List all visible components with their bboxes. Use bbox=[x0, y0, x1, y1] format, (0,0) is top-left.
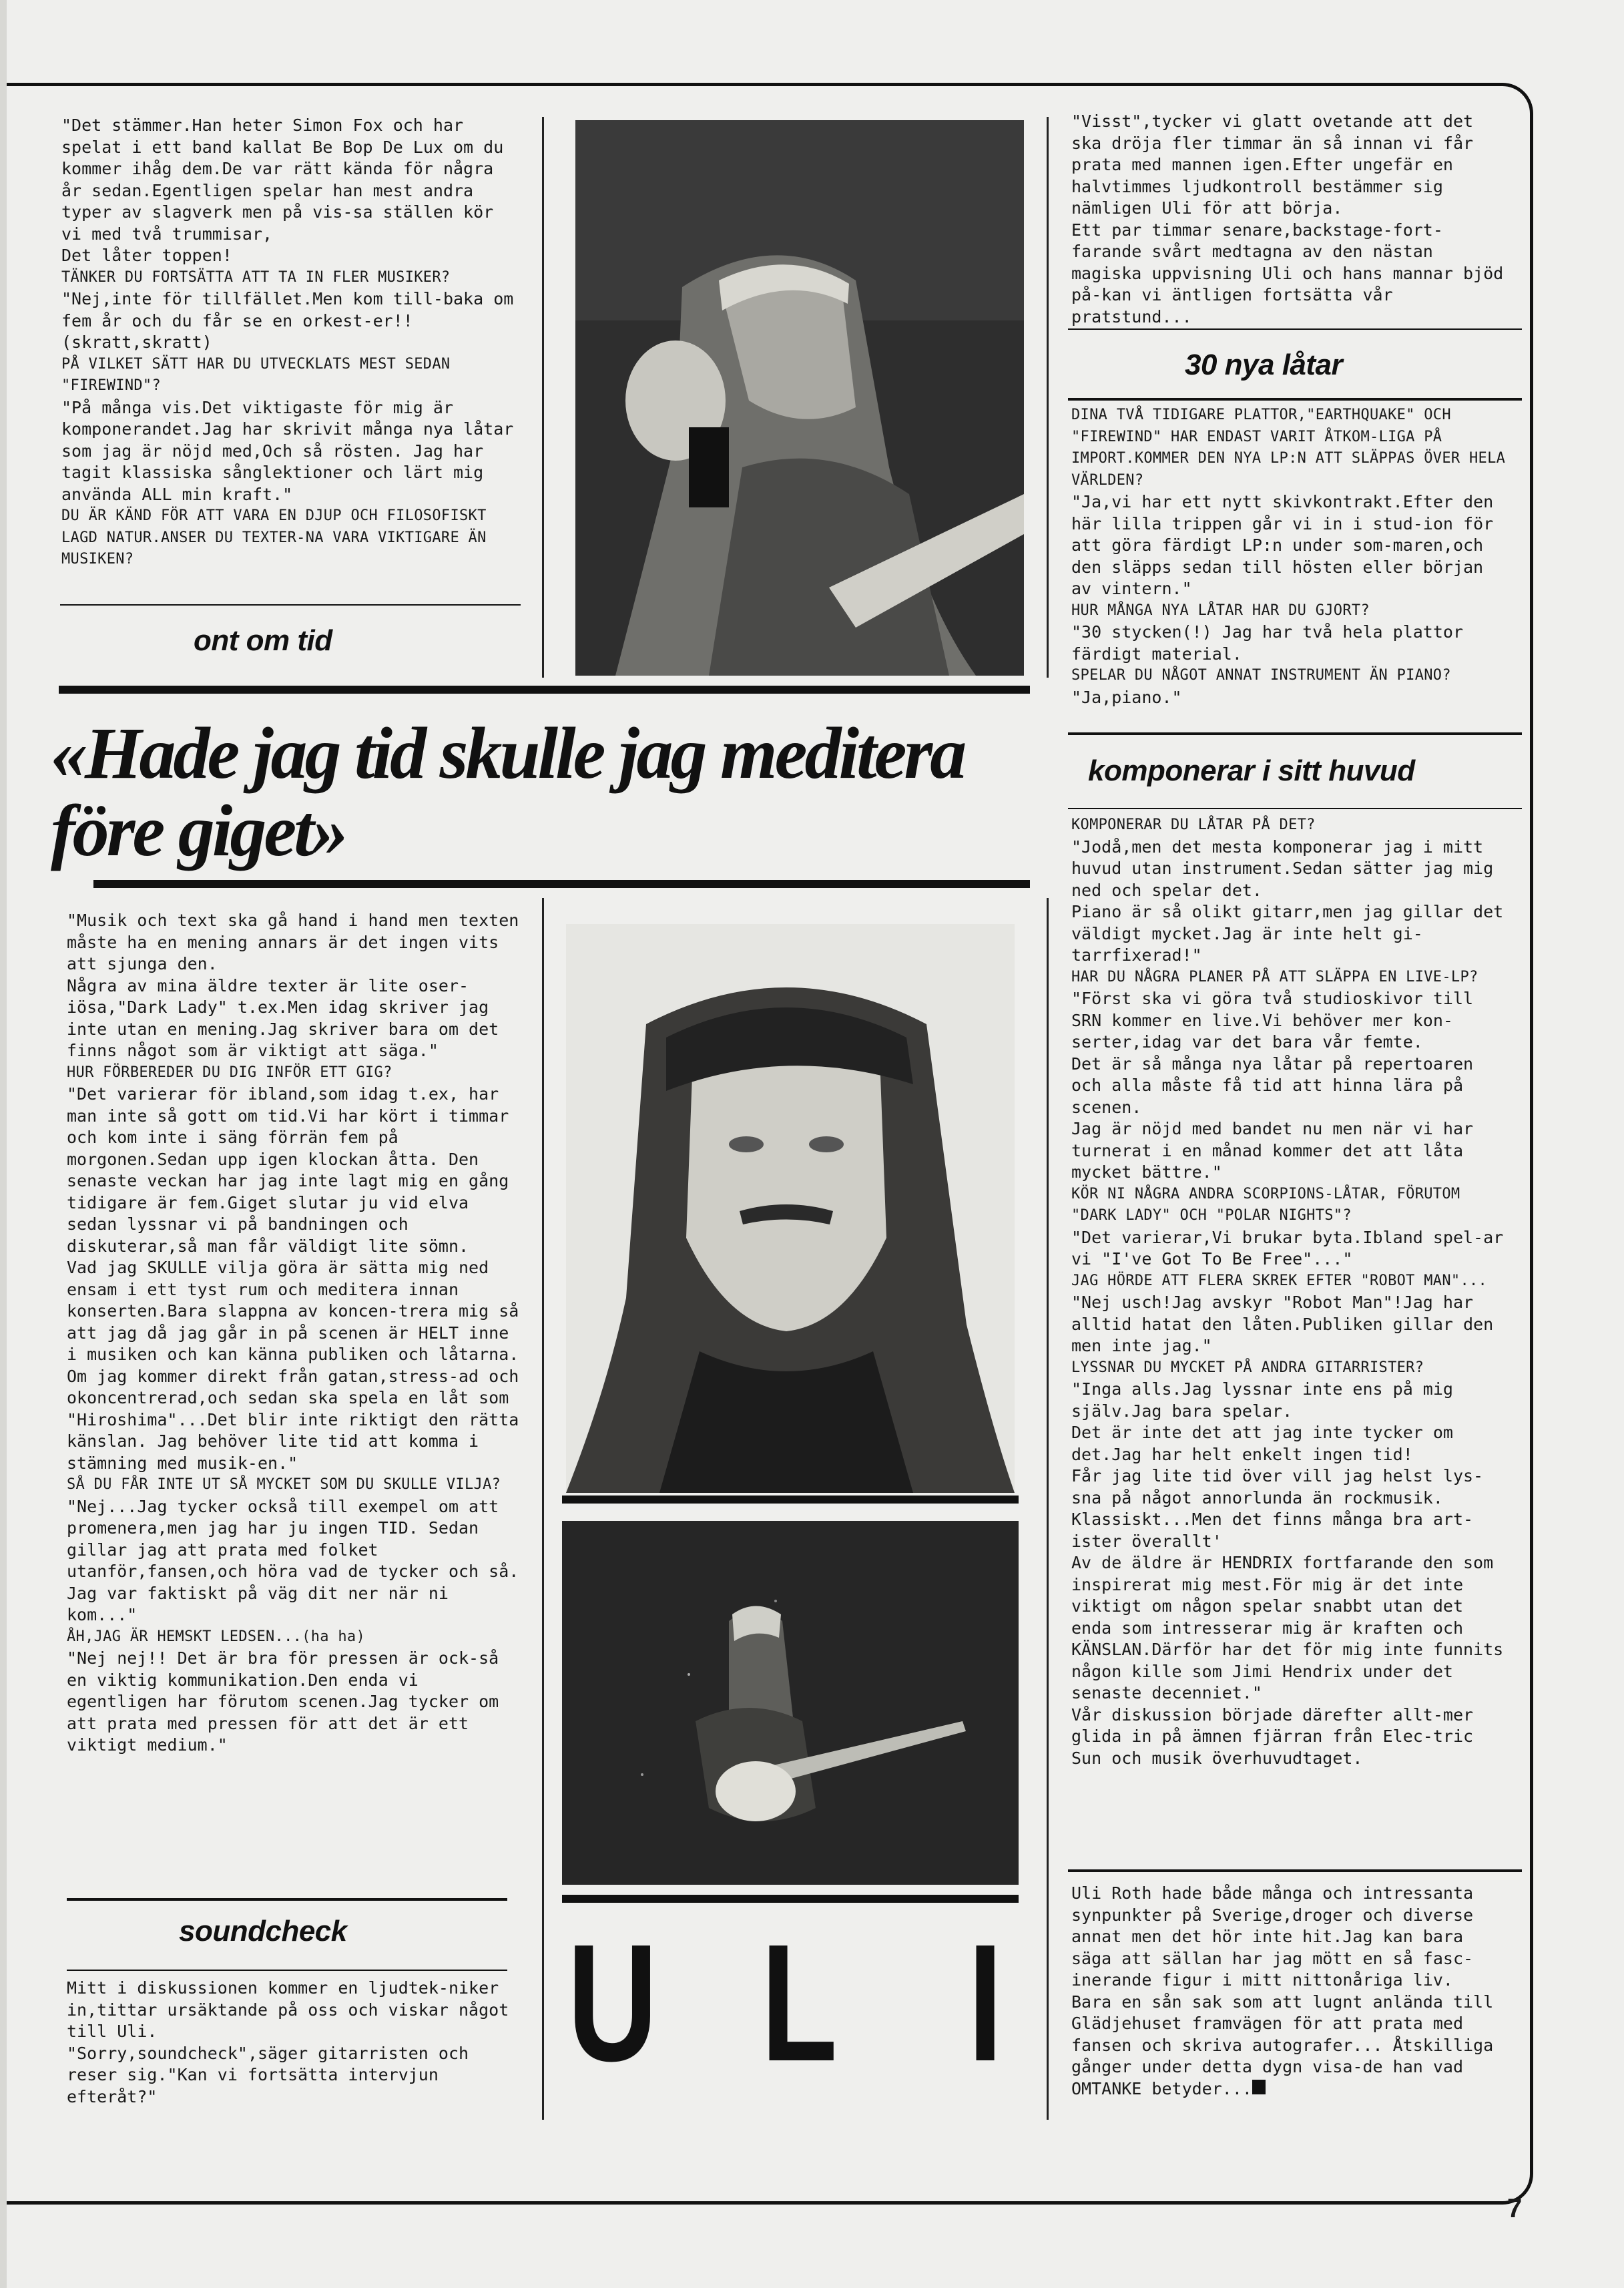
body-paragraph: "Det varierar,Vi brukar byta.Ibland spel-ar vi "I've Got To Be Free"..." bbox=[1071, 1227, 1514, 1269]
name-letter-l: L bbox=[761, 1909, 838, 2096]
uli-rule bbox=[562, 1895, 1019, 1903]
page-spine bbox=[0, 0, 7, 2288]
body-paragraph: Det är inte det att jag inte tycker om det.Jag har helt enkelt ingen tid! bbox=[1071, 1423, 1464, 1464]
interview-question: DINA TVÅ TIDIGARE PLATTOR,"EARTHQUAKE" OCH "FIREWIND" HAR ENDAST VARIT ÅTKOM-LIGA PÅ IMPORT.KOMMER DEN NYA LP:N ATT SLÄPPAS ÖVER HELA VÄRLDEN? bbox=[1071, 407, 1515, 489]
rule-col3-top bbox=[1068, 328, 1522, 330]
subhead-30-nya-latar: 30 nya låtar bbox=[1185, 349, 1343, 381]
body-paragraph: "Nej...Jag tycker också till exempel om att promenera,men jag har ju ingen TID. Sedan gillar jag att prata med folket utanför,fansen,och höra vad de tycker och så. bbox=[67, 1496, 519, 1581]
subhead-komponerar: komponerar i sitt huvud bbox=[1088, 754, 1415, 787]
body-paragraph: "Sorry,soundcheck",säger gitarristen och reser sig."Kan vi fortsätta intervjun efteråt?" bbox=[67, 2043, 479, 2106]
interview-question: DU ÄR KÄND FÖR ATT VARA EN DJUP OCH FILOSOFISKT LAGD NATUR.ANSER DU TEXTER-NA VARA VIKTIGARE ÄN MUSIKEN? bbox=[61, 507, 496, 567]
headline-rule-top bbox=[59, 686, 1030, 694]
body-paragraph: Av de äldre är HENDRIX fortfarande den som inspirerat mig mest.För mig är det inte viktigt om någon spelar snabbt utan det enda som intresserar mig är kraften och KÄNSLAN.Därför har det för mig inte funnits någon kille som Jimi Hendrix under det senaste decenniet." bbox=[1071, 1553, 1514, 1702]
interview-question: SÅ DU FÅR INTE UT SÅ MYCKET SOM DU SKULLE VILJA? bbox=[67, 1476, 501, 1493]
interview-question: HAR DU NÅGRA PLANER PÅ ATT SLÄPPA EN LIVE-LP? bbox=[1071, 968, 1478, 985]
rule-col3-bottom bbox=[1068, 1869, 1522, 1872]
column-rule-right-lower bbox=[1047, 898, 1049, 2120]
portrait-photo-headband bbox=[566, 924, 1015, 1493]
interview-question: KOMPONERAR DU LÅTAR PÅ DET? bbox=[1071, 817, 1316, 833]
photo-divider bbox=[562, 1496, 1019, 1504]
column-3-mid bbox=[1071, 405, 1515, 708]
body-paragraph: "Musik och text ska gå hand i hand men texten måste ha en mening annars är det ingen vits att sjunga den. bbox=[67, 911, 529, 973]
body-paragraph: "Inga alls.Jag lyssnar inte ens på mig själv.Jag bara spelar. bbox=[1071, 1379, 1464, 1421]
column-rule-left-lower bbox=[542, 898, 544, 2120]
column-1-bottom bbox=[67, 1978, 527, 2108]
rule-col3-mid bbox=[1068, 398, 1522, 401]
body-paragraph: "Nej,inte för tillfället.Men kom till-baka om fem år och du får se en orkest-er!!(skratt,skratt) bbox=[61, 289, 524, 352]
body-paragraph: "Ja,piano." bbox=[1071, 687, 1182, 707]
interview-question: TÄNKER DU FORTSÄTTA ATT TA IN FLER MUSIKER? bbox=[61, 268, 451, 286]
body-paragraph: Det låter toppen! bbox=[61, 246, 232, 265]
body-paragraph: Uli Roth hade både många och intressanta synpunkter på Sverige,droger och diverse annat men det hör inte hit.Jag kan bara säga att sällan har jag mött en så fasc-inerande figur i mitt nittonåriga liv. bbox=[1071, 1883, 1484, 1990]
interview-question: LYSSNAR DU MYCKET PÅ ANDRA GITARRISTER? bbox=[1071, 1359, 1424, 1376]
body-paragraph: "Visst",tycker vi glatt ovetande att det ska dröja fler timmar än så innan vi får prata med mannen igen.Efter ungefär en halvtimmes ljudkontroll bestämmer sig nämligen Uli för att börja. bbox=[1071, 111, 1484, 218]
column-3-top bbox=[1071, 111, 1512, 328]
interview-question: PÅ VILKET SÄTT HAR DU UTVECKLATS MEST SEDAN "FIREWIND"? bbox=[61, 355, 459, 394]
body-paragraph: "Ja,vi har ett nytt skivkontrakt.Efter den här lilla trippen går vi in i stud-ion för att göra färdigt LP:n under som-maren,och den släpps sedan till hösten eller början av vintern." bbox=[1071, 492, 1504, 598]
column-1-top bbox=[61, 115, 522, 571]
rule-col1-low bbox=[67, 1970, 507, 1971]
column-rule-right bbox=[1047, 117, 1049, 678]
interview-question: JAG HÖRDE ATT FLERA SKREK EFTER "ROBOT MAN"... bbox=[1071, 1272, 1488, 1289]
body-paragraph: Det är så många nya låtar på repertoaren och alla måste få tid att hinna lära på scenen. bbox=[1071, 1054, 1484, 1117]
column-rule-left bbox=[542, 117, 544, 678]
main-headline: «Hade jag tid skulle jag meditera före giget» bbox=[51, 712, 965, 871]
body-paragraph: "30 stycken(!) Jag har två hela plattor färdigt material. bbox=[1071, 622, 1474, 664]
interview-question: SPELAR DU NÅGOT ANNAT INSTRUMENT ÄN PIANO? bbox=[1071, 667, 1451, 684]
body-paragraph: Om jag kommer direkt från gatan,stress-ad och okoncentrerad,och sedan ska spela en låt som "Hiroshima"...Det blir inte riktigt den rätta känslan. Jag behöver lite tid att komma i stämning med musik-en." bbox=[67, 1366, 529, 1473]
subhead-ont-om-tid: ont om tid bbox=[194, 624, 332, 657]
interview-question: KÖR NI NÅGRA ANDRA SCORPIONS-LÅTAR, FÖRUTOM "DARK LADY" OCH "POLAR NIGHTS"? bbox=[1071, 1185, 1469, 1224]
rule-col1-top bbox=[60, 604, 521, 606]
body-paragraph: "Det stämmer.Han heter Simon Fox och har spelat i ett band kallat Be Bop De Lux om du kommer ihåg dem.De var rätt kända för några år sedan.Egentligen spelar han mest andra typer av slagverk men på vis-sa ställen kör vi med två trummisar, bbox=[61, 116, 514, 244]
body-paragraph: "Nej nej!! Det är bra för pressen är ock-så en viktig kommunikation.Den enda vi egentligen har förutom scenen.Jag tycker om att prata med pressen för att det är ett viktigt medium." bbox=[67, 1648, 509, 1755]
body-paragraph: Jag är nöjd med bandet nu men när vi har turnerat i en månad kommer det att låta mycket bättre." bbox=[1071, 1119, 1484, 1182]
body-paragraph: Jag var faktiskt på väg dit ner när ni kom..." bbox=[67, 1583, 459, 1624]
rule-col3-composer bbox=[1068, 732, 1522, 735]
body-paragraph: "Först ska vi göra två studioskivor till SRN kommer en live.Vi behöver mer kon-serter,idag var det bara vår femte. bbox=[1071, 989, 1484, 1052]
body-paragraph: Några av mina äldre texter är lite oser-iösa,"Dark Lady" t.ex.Men idag skriver jag inte utan en mening.Jag skriver bara om det finns något som är viktigt att säga." bbox=[67, 975, 509, 1060]
body-paragraph: Ett par timmar senare,backstage-fort-farande svårt medtagna av den nästan magiska uppvisning Uli och hans mannar bjöd på-kan vi äntligen fortsätta vår pratstund... bbox=[1071, 220, 1514, 326]
interview-question: HUR FÖRBEREDER DU DIG INFÖR ETT GIG? bbox=[67, 1064, 392, 1081]
column-3-main bbox=[1071, 815, 1512, 1769]
rule-col3-composer-bottom bbox=[1068, 808, 1522, 809]
body-paragraph: Vår diskussion började därefter allt-mer glida in på ämnen fjärran från Elec-tric Sun och musik överhuvudtaget. bbox=[1071, 1704, 1484, 1768]
body-paragraph: "Det varierar för ibland,som idag t.ex, har man inte så gott om tid.Vi har kört i timmar och kom inte i säng förrän fem på morgonen.Sedan upp igen klockan åtta. Den senaste veckan har jag inte lagt mig en gång tidigare är fem.Giget slutar ju vid elva sedan lyssnar vi på bandningen och diskuterar,så man får väldigt lite sömn. bbox=[67, 1084, 519, 1256]
concert-photo-singing bbox=[575, 120, 1024, 676]
subhead-soundcheck: soundcheck bbox=[179, 1915, 347, 1948]
interview-question: HUR MÅNGA NYA LÅTAR HAR DU GJORT? bbox=[1071, 602, 1370, 619]
end-of-article-mark bbox=[1252, 2080, 1266, 2094]
headline-rule-bottom bbox=[93, 880, 1030, 888]
body-paragraph: "Jodå,men det mesta komponerar jag i mitt huvud utan instrument.Sedan sätter jag mig ned och spelar det. bbox=[1071, 837, 1504, 900]
rule-col1-mid bbox=[67, 1898, 507, 1901]
name-letter-i: I bbox=[968, 1909, 1003, 2096]
body-paragraph: Mitt i diskussionen kommer en ljudtek-niker in,tittar ursäktande på oss och viskar något till Uli. bbox=[67, 1978, 519, 2041]
interview-question: ÅH,JAG ÄR HEMSKT LEDSEN...(ha ha) bbox=[67, 1628, 365, 1645]
column-3-bottom bbox=[1071, 1883, 1512, 2100]
body-paragraph: Vad jag SKULLE vilja göra är sätta mig ned ensam i ett tyst rum och meditera innan konserten.Bara slappna av koncen-trera mig så att jag då jag går in på scenen är HELT inne i musiken och kan känna publiken och låtarna. bbox=[67, 1258, 529, 1364]
column-1-mid bbox=[67, 910, 527, 1757]
body-paragraph: Får jag lite tid över vill jag helst lys-sna på något annorlunda än rockmusik. Klassiskt...Men det finns många bra art-ister överallt' bbox=[1071, 1466, 1484, 1551]
body-paragraph: Bara en sån sak som att lugnt anlända till Glädjehuset framvägen för att prata med fansen och skriva autografer... Åtskilliga gånger under detta dygn visa-de han vad OMTANKE betyder... bbox=[1071, 1992, 1504, 2098]
name-uli bbox=[567, 1909, 1021, 2100]
page-number: 7 bbox=[1507, 2194, 1523, 2223]
body-paragraph: "Nej usch!Jag avskyr "Robot Man"!Jag har alltid hatat den låten.Publiken gillar den men inte jag." bbox=[1071, 1293, 1504, 1355]
body-paragraph: Piano är så olikt gitarr,men jag gillar det väldigt mycket.Jag är inte helt gi-tarrfixerad!" bbox=[1071, 902, 1514, 965]
body-paragraph: "På många vis.Det viktigaste för mig är komponerandet.Jag har skrivit många nya låtar som jag är nöjd med,Och så rösten. Jag har tagit klassiska sånglektioner och lärt mig använda ALL min kraft." bbox=[61, 397, 524, 504]
name-letter-u: U bbox=[567, 1909, 658, 2096]
stage-photo-guitar bbox=[562, 1521, 1019, 1885]
